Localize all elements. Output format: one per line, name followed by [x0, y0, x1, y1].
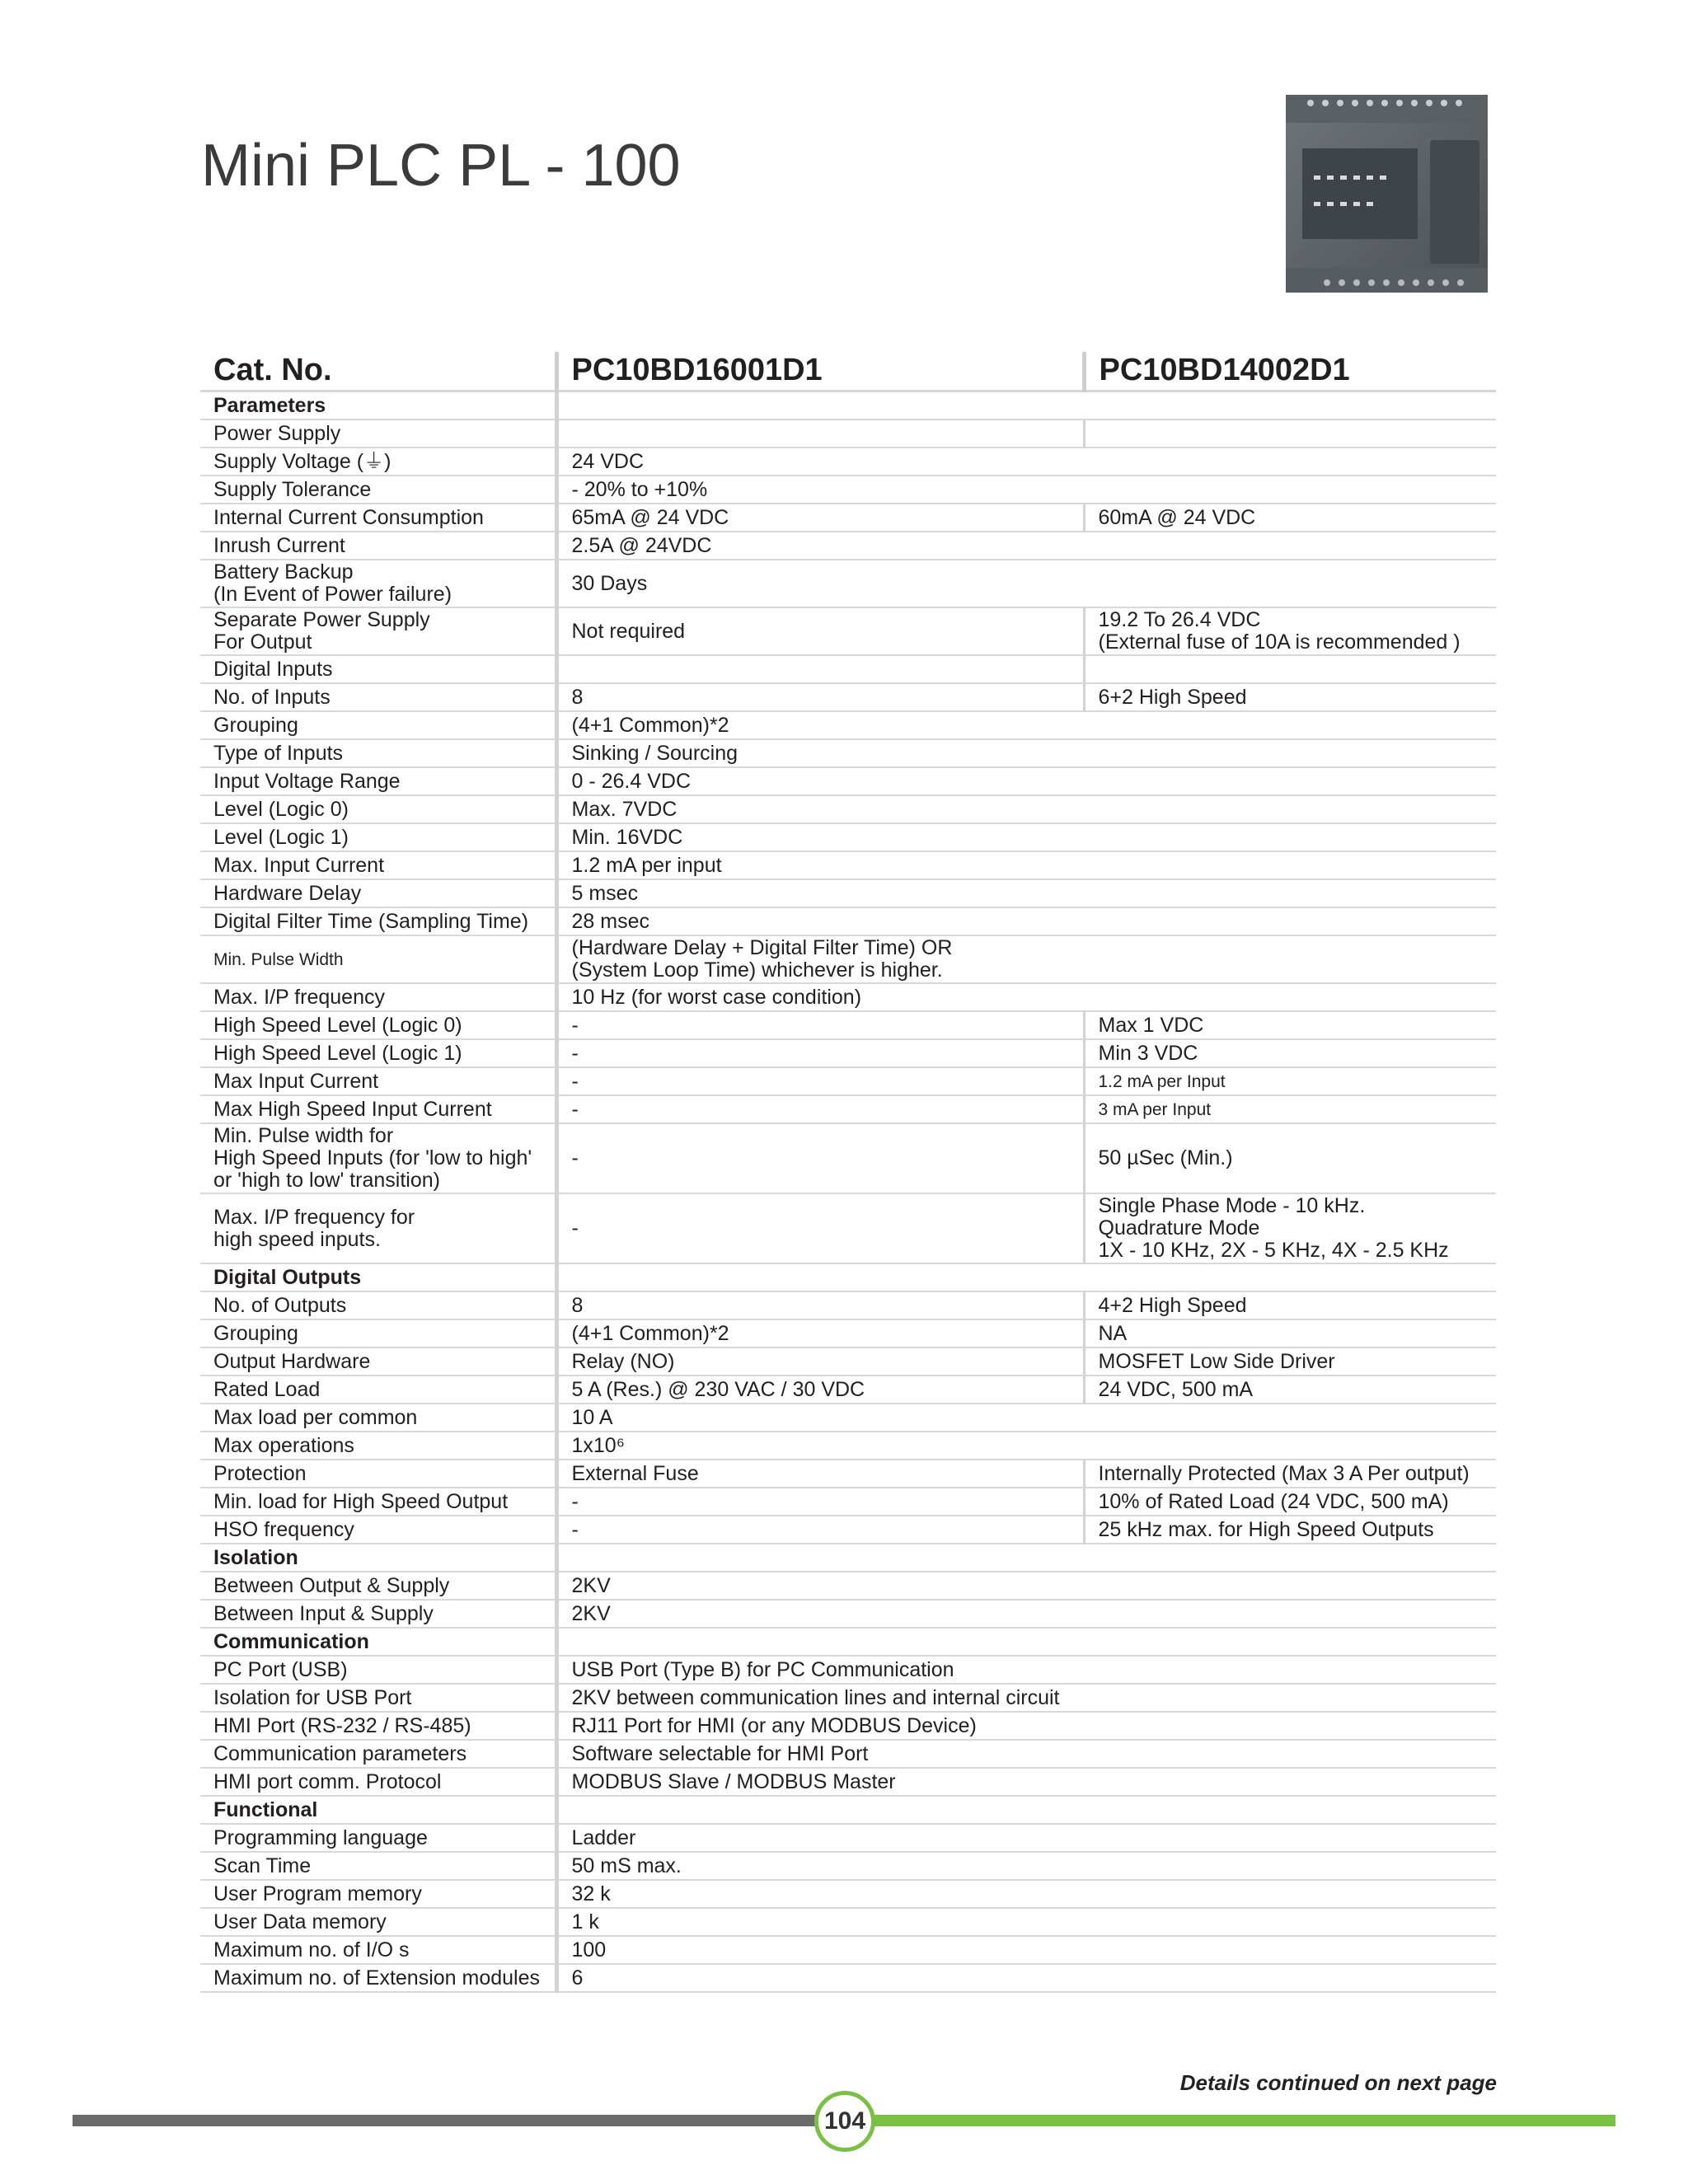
table-row — [200, 1740, 1496, 1768]
value-cell-model-2 — [1084, 1964, 1496, 1992]
parameter-cell: Type of Inputs — [200, 739, 556, 767]
table-row — [200, 1768, 1496, 1796]
table-row — [200, 1936, 1496, 1964]
value-cell-model-1: (Hardware Delay + Digital Filter Time) OR (System Loop Time) whichever is higher. — [556, 935, 1084, 983]
value-cell-model-2 — [1084, 983, 1496, 1011]
value-cell-model-1 — [556, 391, 1084, 420]
value-cell-model-1: - — [556, 1123, 1084, 1193]
value-cell-model-1: 30 Days — [556, 560, 1084, 607]
value-cell-model-1: - — [556, 1516, 1084, 1544]
value-cell-model-2 — [1084, 1740, 1496, 1768]
page-title: Mini PLC PL - 100 — [201, 133, 681, 199]
table-row — [200, 879, 1496, 907]
section-row — [200, 1796, 1496, 1824]
plc-product-image — [1278, 78, 1500, 309]
value-cell-model-1: Sinking / Sourcing — [556, 739, 1084, 767]
table-row — [200, 1488, 1496, 1516]
parameter-cell: Parameters — [200, 391, 556, 420]
section-row — [200, 391, 1496, 420]
table-row — [200, 1291, 1496, 1319]
value-cell-model-1: - — [556, 1488, 1084, 1516]
value-cell-model-1: 5 A (Res.) @ 230 VAC / 30 VDC — [556, 1376, 1084, 1404]
value-cell-model-2: 25 kHz max. for High Speed Outputs — [1084, 1516, 1496, 1544]
value-cell-model-2: 1.2 mA per Input — [1084, 1067, 1496, 1095]
parameter-cell: Functional — [200, 1796, 556, 1824]
table-row — [200, 1193, 1496, 1263]
value-cell-model-1: 1x10⁶ — [556, 1432, 1084, 1460]
table-row — [200, 1432, 1496, 1460]
value-cell-model-1: 8 — [556, 1291, 1084, 1319]
parameter-cell: Output Hardware — [200, 1347, 556, 1376]
value-cell-model-1: 2KV — [556, 1600, 1084, 1628]
parameter-cell: Min. Pulse width for High Speed Inputs (for 'low to high' or 'high to low' transition) — [200, 1123, 556, 1193]
value-cell-model-2: 10% of Rated Load (24 VDC, 500 mA) — [1084, 1488, 1496, 1516]
parameter-cell: No. of Outputs — [200, 1291, 556, 1319]
value-cell-model-2: 60mA @ 24 VDC — [1084, 504, 1496, 532]
parameter-cell: Digital Filter Time (Sampling Time) — [200, 907, 556, 935]
table-row — [200, 655, 1496, 683]
value-cell-model-2 — [1084, 476, 1496, 504]
specification-table-wrapper — [200, 352, 1496, 1993]
table-row — [200, 1908, 1496, 1936]
table-row — [200, 907, 1496, 935]
value-cell-model-2 — [1084, 448, 1496, 476]
value-cell-model-1: (4+1 Common)*2 — [556, 711, 1084, 739]
page-number: 104 — [814, 2091, 875, 2152]
value-cell-model-1 — [556, 655, 1084, 683]
table-row — [200, 683, 1496, 711]
value-cell-model-2 — [1084, 1628, 1496, 1656]
parameter-cell: Internal Current Consumption — [200, 504, 556, 532]
table-row — [200, 419, 1496, 448]
value-cell-model-2 — [1084, 1852, 1496, 1880]
parameter-cell: Programming language — [200, 1824, 556, 1852]
value-cell-model-2: Single Phase Mode - 10 kHz. Quadrature Mode 1X - 10 KHz, 2X - 5 KHz, 4X - 2.5 KHz — [1084, 1193, 1496, 1263]
value-cell-model-2 — [1084, 1600, 1496, 1628]
plc-device-icon — [1278, 78, 1500, 309]
value-cell-model-1: 50 mS max. — [556, 1852, 1084, 1880]
value-cell-model-2: 50 µSec (Min.) — [1084, 1123, 1496, 1193]
value-cell-model-2: Max 1 VDC — [1084, 1011, 1496, 1039]
parameter-cell: Power Supply — [200, 419, 556, 448]
value-cell-model-1: RJ11 Port for HMI (or any MODBUS Device) — [556, 1712, 1084, 1740]
value-cell-model-2 — [1084, 391, 1496, 420]
parameter-cell: Hardware Delay — [200, 879, 556, 907]
value-cell-model-2 — [1084, 795, 1496, 823]
value-cell-model-2 — [1084, 1796, 1496, 1824]
parameter-cell: Min. Pulse Width — [200, 935, 556, 983]
value-cell-model-1 — [556, 1628, 1084, 1656]
parameter-cell: Separate Power Supply For Output — [200, 607, 556, 655]
value-cell-model-2: Internally Protected (Max 3 A Per output) — [1084, 1460, 1496, 1488]
value-cell-model-2 — [1084, 1824, 1496, 1852]
parameter-cell: Communication parameters — [200, 1740, 556, 1768]
value-cell-model-1: 2KV — [556, 1572, 1084, 1600]
value-cell-model-2 — [1084, 655, 1496, 683]
table-row — [200, 560, 1496, 607]
parameter-cell: Supply Tolerance — [200, 476, 556, 504]
value-cell-model-1: Ladder — [556, 1824, 1084, 1852]
table-row — [200, 1516, 1496, 1544]
parameter-cell: HMI Port (RS-232 / RS-485) — [200, 1712, 556, 1740]
value-cell-model-2 — [1084, 560, 1496, 607]
value-cell-model-2 — [1084, 1684, 1496, 1712]
parameter-cell: User Program memory — [200, 1880, 556, 1908]
table-row — [200, 1319, 1496, 1347]
parameter-cell: Max. I/P frequency — [200, 983, 556, 1011]
value-cell-model-1 — [556, 419, 1084, 448]
table-row — [200, 1347, 1496, 1376]
value-cell-model-1: Software selectable for HMI Port — [556, 1740, 1084, 1768]
parameter-cell: Maximum no. of I/O s — [200, 1936, 556, 1964]
section-row — [200, 1544, 1496, 1572]
parameter-cell: Max Input Current — [200, 1067, 556, 1095]
parameter-cell: Grouping — [200, 1319, 556, 1347]
header-model-1: PC10BD16001D1 — [556, 352, 1084, 391]
table-row — [200, 1880, 1496, 1908]
table-header-row — [200, 352, 1496, 391]
value-cell-model-2 — [1084, 935, 1496, 983]
value-cell-model-2 — [1084, 879, 1496, 907]
parameter-cell: High Speed Level (Logic 1) — [200, 1039, 556, 1067]
table-row — [200, 1067, 1496, 1095]
value-cell-model-1: 65mA @ 24 VDC — [556, 504, 1084, 532]
table-row — [200, 1684, 1496, 1712]
parameter-cell: HSO frequency — [200, 1516, 556, 1544]
parameter-cell: User Data memory — [200, 1908, 556, 1936]
value-cell-model-2 — [1084, 1656, 1496, 1684]
specification-table — [200, 352, 1496, 1993]
table-row — [200, 1039, 1496, 1067]
parameter-cell: Max load per common — [200, 1404, 556, 1432]
value-cell-model-1: 100 — [556, 1936, 1084, 1964]
parameter-cell: Max. I/P frequency for high speed inputs. — [200, 1193, 556, 1263]
value-cell-model-1: 1.2 mA per input — [556, 851, 1084, 879]
footer-bar-gray — [73, 2115, 818, 2126]
value-cell-model-1: 2.5A @ 24VDC — [556, 532, 1084, 560]
table-row — [200, 983, 1496, 1011]
table-row — [200, 1572, 1496, 1600]
value-cell-model-1: Min. 16VDC — [556, 823, 1084, 851]
value-cell-model-2 — [1084, 1936, 1496, 1964]
value-cell-model-1: External Fuse — [556, 1460, 1084, 1488]
value-cell-model-1: 5 msec — [556, 879, 1084, 907]
table-row — [200, 1404, 1496, 1432]
table-row — [200, 532, 1496, 560]
value-cell-model-1: 2KV between communication lines and internal circuit — [556, 1684, 1084, 1712]
value-cell-model-1: - — [556, 1095, 1084, 1123]
table-row — [200, 1123, 1496, 1193]
value-cell-model-2 — [1084, 711, 1496, 739]
table-row — [200, 1600, 1496, 1628]
parameter-cell: Grouping — [200, 711, 556, 739]
value-cell-model-1: - — [556, 1039, 1084, 1067]
table-row — [200, 607, 1496, 655]
parameter-cell: Between Output & Supply — [200, 1572, 556, 1600]
value-cell-model-1: 24 VDC — [556, 448, 1084, 476]
value-cell-model-1: 10 Hz (for worst case condition) — [556, 983, 1084, 1011]
value-cell-model-2 — [1084, 739, 1496, 767]
value-cell-model-2 — [1084, 1263, 1496, 1291]
table-row — [200, 711, 1496, 739]
parameter-cell: Communication — [200, 1628, 556, 1656]
value-cell-model-1: MODBUS Slave / MODBUS Master — [556, 1768, 1084, 1796]
parameter-cell: High Speed Level (Logic 0) — [200, 1011, 556, 1039]
value-cell-model-1: - — [556, 1067, 1084, 1095]
section-row — [200, 1628, 1496, 1656]
value-cell-model-1: - 20% to +10% — [556, 476, 1084, 504]
value-cell-model-2 — [1084, 767, 1496, 795]
parameter-cell: Maximum no. of Extension modules — [200, 1964, 556, 1992]
value-cell-model-1: - — [556, 1011, 1084, 1039]
value-cell-model-2: 4+2 High Speed — [1084, 1291, 1496, 1319]
value-cell-model-2: 24 VDC, 500 mA — [1084, 1376, 1496, 1404]
table-row — [200, 935, 1496, 983]
parameter-cell: Max. Input Current — [200, 851, 556, 879]
table-row — [200, 1460, 1496, 1488]
value-cell-model-1: 32 k — [556, 1880, 1084, 1908]
table-row — [200, 1656, 1496, 1684]
value-cell-model-1 — [556, 1796, 1084, 1824]
table-row — [200, 1095, 1496, 1123]
parameter-cell: Level (Logic 1) — [200, 823, 556, 851]
header-model-2: PC10BD14002D1 — [1084, 352, 1496, 391]
parameter-cell: PC Port (USB) — [200, 1656, 556, 1684]
parameter-cell: Input Voltage Range — [200, 767, 556, 795]
value-cell-model-2 — [1084, 907, 1496, 935]
parameter-cell: Protection — [200, 1460, 556, 1488]
value-cell-model-1: (4+1 Common)*2 — [556, 1319, 1084, 1347]
value-cell-model-2 — [1084, 1768, 1496, 1796]
value-cell-model-1: 1 k — [556, 1908, 1084, 1936]
value-cell-model-2 — [1084, 823, 1496, 851]
table-row — [200, 1824, 1496, 1852]
value-cell-model-1: USB Port (Type B) for PC Communication — [556, 1656, 1084, 1684]
parameter-cell: Rated Load — [200, 1376, 556, 1404]
parameter-cell: HMI port comm. Protocol — [200, 1768, 556, 1796]
table-row — [200, 448, 1496, 476]
continued-note: Details continued on next page — [1179, 2070, 1497, 2095]
value-cell-model-2 — [1084, 851, 1496, 879]
value-cell-model-2 — [1084, 419, 1496, 448]
value-cell-model-2 — [1084, 1432, 1496, 1460]
value-cell-model-1 — [556, 1263, 1084, 1291]
parameter-cell: Max High Speed Input Current — [200, 1095, 556, 1123]
section-row — [200, 1263, 1496, 1291]
table-row — [200, 504, 1496, 532]
parameter-cell: Min. load for High Speed Output — [200, 1488, 556, 1516]
parameter-cell: Supply Voltage (⏚) — [200, 448, 556, 476]
value-cell-model-1: 28 msec — [556, 907, 1084, 935]
table-row — [200, 851, 1496, 879]
parameter-cell: No. of Inputs — [200, 683, 556, 711]
value-cell-model-2: 6+2 High Speed — [1084, 683, 1496, 711]
value-cell-model-1: 10 A — [556, 1404, 1084, 1432]
table-row — [200, 1964, 1496, 1992]
value-cell-model-2 — [1084, 1712, 1496, 1740]
table-row — [200, 1011, 1496, 1039]
parameter-cell: Scan Time — [200, 1852, 556, 1880]
value-cell-model-2: NA — [1084, 1319, 1496, 1347]
table-row — [200, 476, 1496, 504]
value-cell-model-1: Not required — [556, 607, 1084, 655]
parameter-cell: Isolation for USB Port — [200, 1684, 556, 1712]
value-cell-model-2 — [1084, 1404, 1496, 1432]
table-row — [200, 795, 1496, 823]
parameter-cell: Max operations — [200, 1432, 556, 1460]
value-cell-model-2: Min 3 VDC — [1084, 1039, 1496, 1067]
table-row — [200, 1852, 1496, 1880]
table-row — [200, 739, 1496, 767]
table-row — [200, 1712, 1496, 1740]
value-cell-model-2: 19.2 To 26.4 VDC (External fuse of 10A is recommended ) — [1084, 607, 1496, 655]
table-row — [200, 823, 1496, 851]
value-cell-model-1: 6 — [556, 1964, 1084, 1992]
value-cell-model-1: Max. 7VDC — [556, 795, 1084, 823]
parameter-cell: Level (Logic 0) — [200, 795, 556, 823]
parameter-cell: Inrush Current — [200, 532, 556, 560]
footer-bar-green — [874, 2115, 1615, 2126]
table-row — [200, 767, 1496, 795]
parameter-cell: Between Input & Supply — [200, 1600, 556, 1628]
value-cell-model-2 — [1084, 1880, 1496, 1908]
parameter-cell: Isolation — [200, 1544, 556, 1572]
value-cell-model-1: 8 — [556, 683, 1084, 711]
parameter-cell: Battery Backup (In Event of Power failure) — [200, 560, 556, 607]
parameter-cell: Digital Outputs — [200, 1263, 556, 1291]
value-cell-model-2: 3 mA per Input — [1084, 1095, 1496, 1123]
value-cell-model-1: - — [556, 1193, 1084, 1263]
value-cell-model-2 — [1084, 1908, 1496, 1936]
value-cell-model-2 — [1084, 1544, 1496, 1572]
header-cat-no: Cat. No. — [200, 352, 556, 391]
parameter-cell: Digital Inputs — [200, 655, 556, 683]
table-row — [200, 1376, 1496, 1404]
value-cell-model-1: Relay (NO) — [556, 1347, 1084, 1376]
value-cell-model-2 — [1084, 532, 1496, 560]
value-cell-model-1: 0 - 26.4 VDC — [556, 767, 1084, 795]
value-cell-model-2: MOSFET Low Side Driver — [1084, 1347, 1496, 1376]
value-cell-model-2 — [1084, 1572, 1496, 1600]
value-cell-model-1 — [556, 1544, 1084, 1572]
